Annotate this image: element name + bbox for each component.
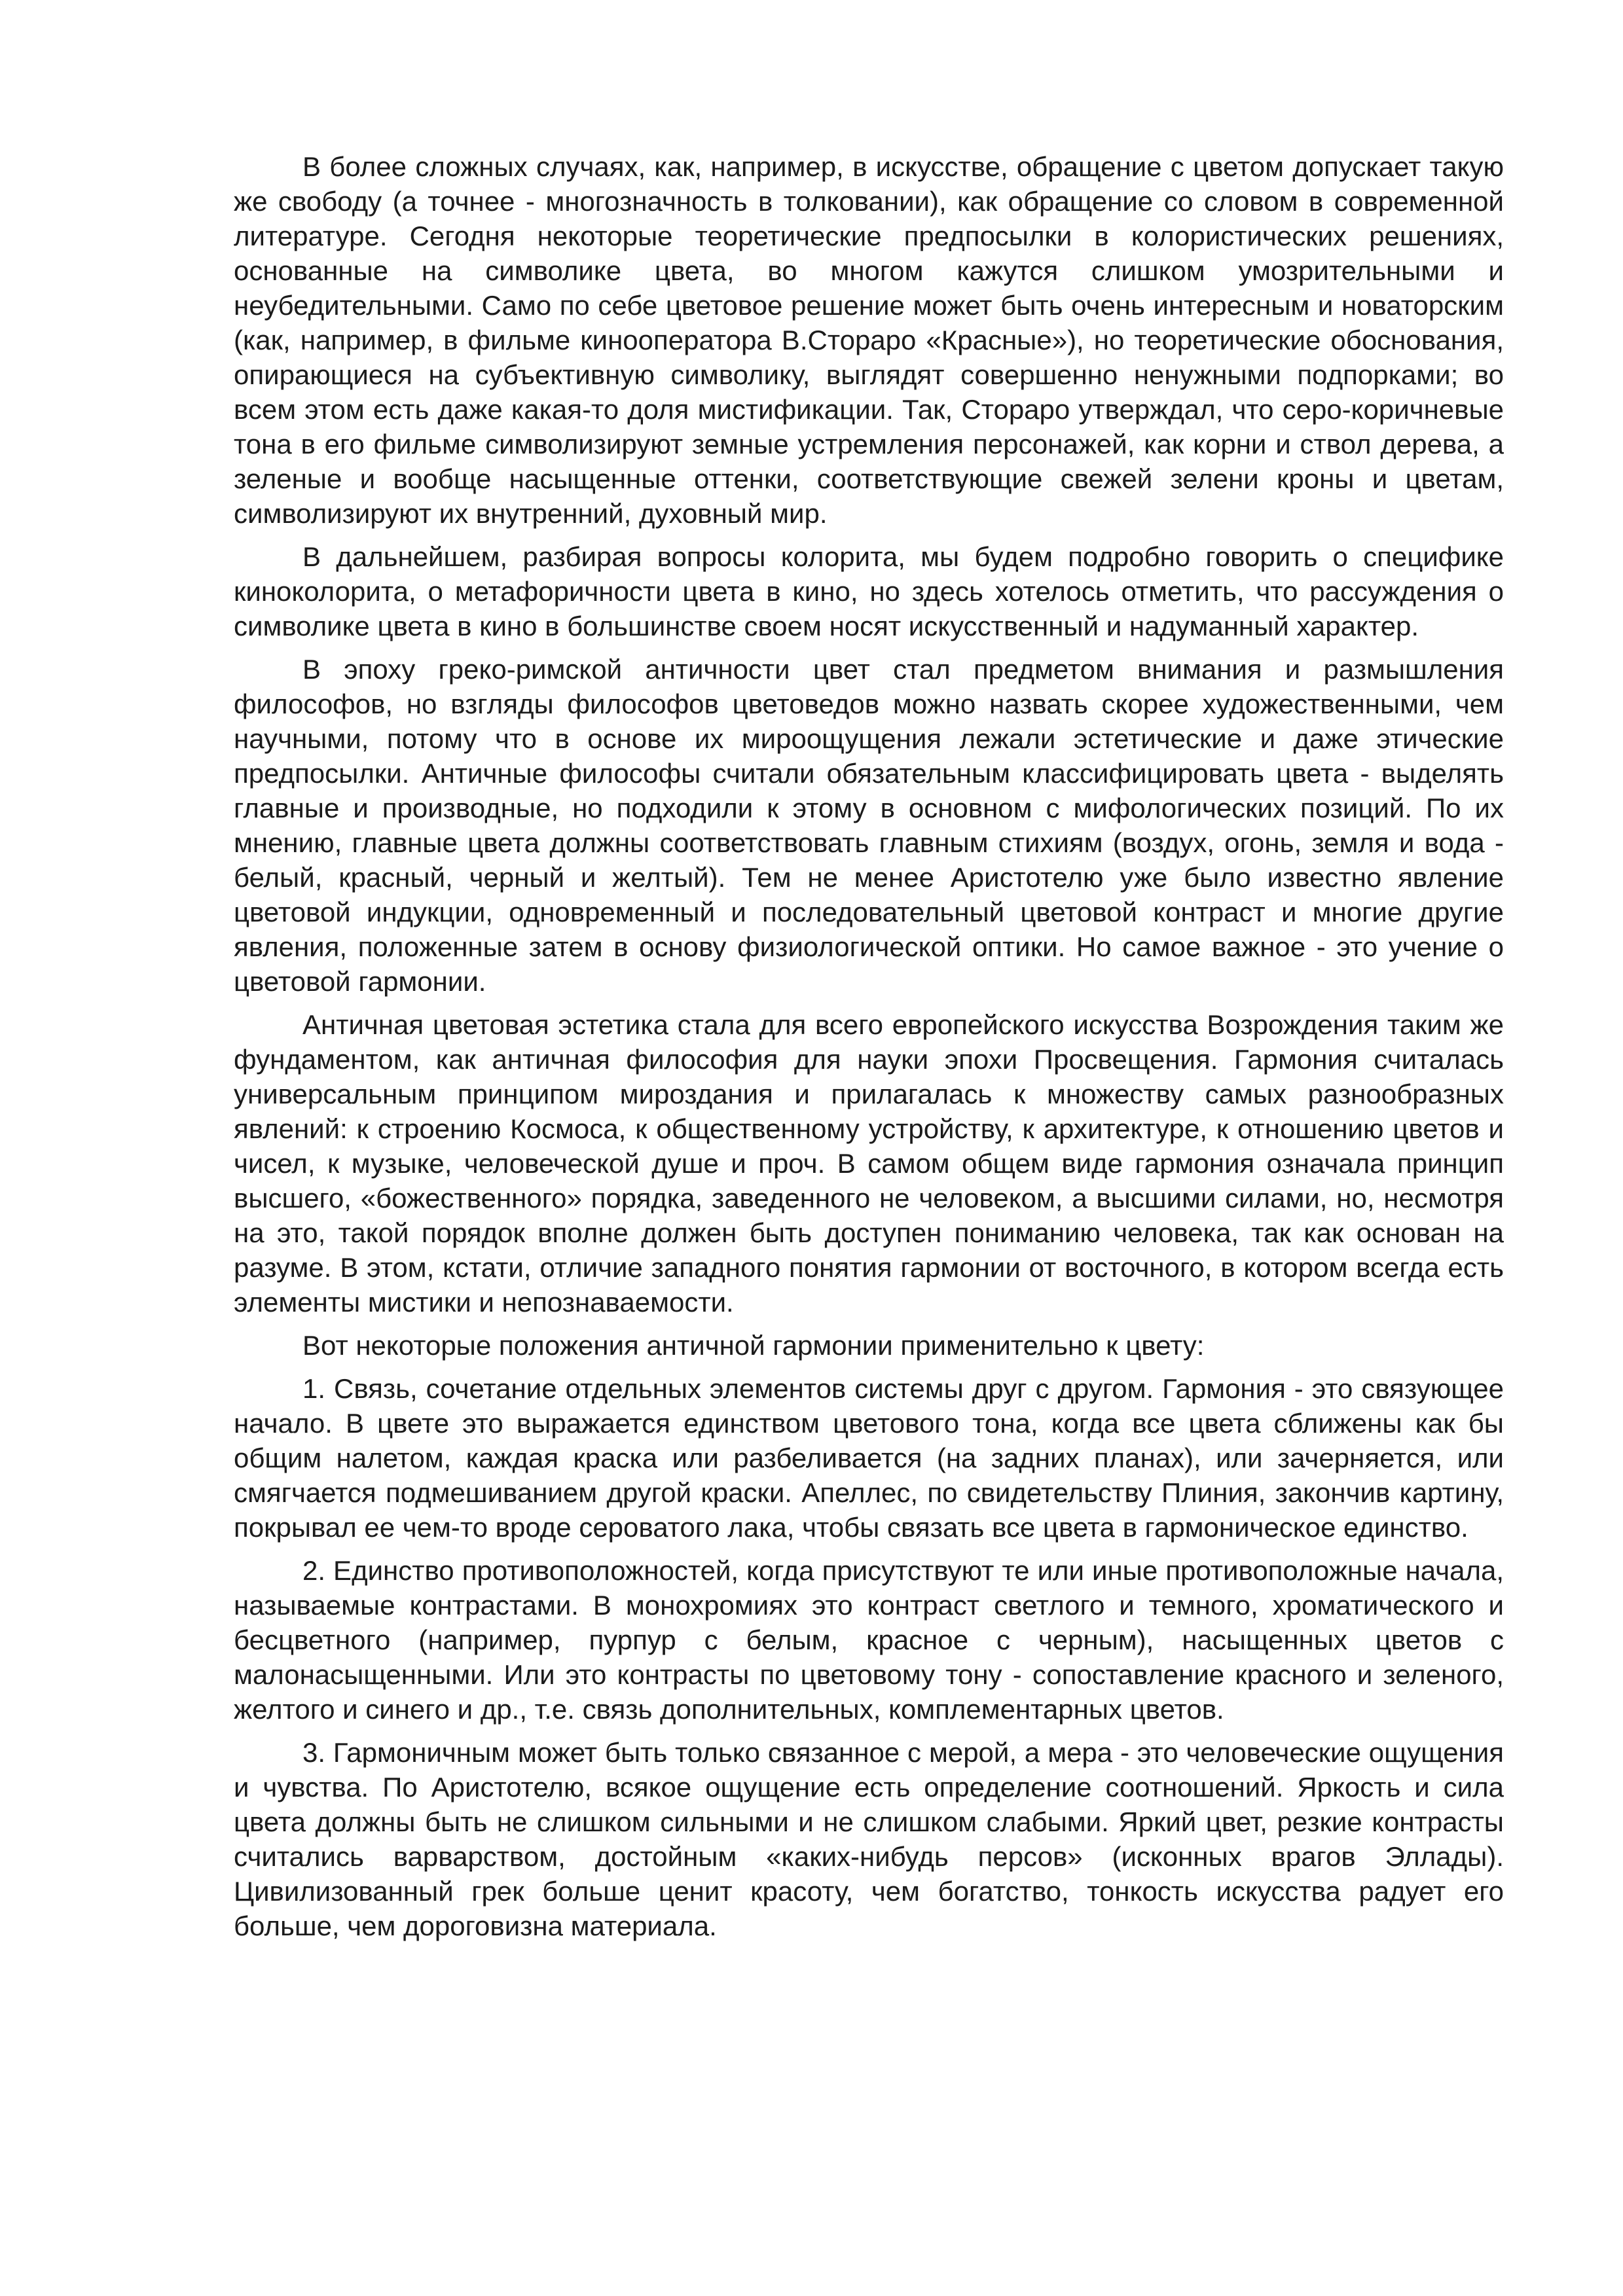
paragraph-antique-aesthetics: Античная цветовая эстетика стала для всего европейского искусства Возрождения таким же фундаментом, как античная философия для науки эпохи Просвещения. Гармония считалась универсальным принципом мироздания и прилагалась к множеству самых разнообразных явлений: к строению Космоса, к общественному устройству, к архитектуре, к отношению цветов и чисел, к музыке, человеческой душе и проч. В самом общем виде гармония означала принцип высшего, «божественного» порядка, заведенного не человеком, а высшими силами, но, несмотря на это, такой порядок вполне должен быть доступен пониманию человека, так как основан на разуме. В этом, кстати, отличие западного понятия гармонии от восточного, в котором всегда есть элементы мистики и непознаваемости. (234, 1009, 1504, 1318)
paragraph-harmony-intro: Вот некоторые положения античной гармонии применительно к цвету: (302, 1330, 1205, 1361)
paragraph-cinema-coloring: В дальнейшем, разбирая вопросы колорита, мы будем подробно говорить о специфике киноколорита, о метафоричности цвета в кино, но здесь хотелось отметить, что рассуждения о символике цвета в кино в большинстве своем носят искусственный и надуманный характер. (234, 541, 1504, 641)
paragraph-color-in-art: В более сложных случаях, как, например, в искусстве, обращение с цветом допускает такую же свободу (а точнее - многозначность в толковании), как обращение со словом в современной литературе. Сегодня некоторые теоретические предпосылки в колористических решениях, основанные на символике цвета, во многом кажутся слишком умозрительными и неубедительными. Само по себе цветовое решение может быть очень интересным и новаторским (как, например, в фильме кинооператора В.Стораро «Красные»), но теоретические обоснования, опирающиеся на субъективную символику, выглядят совершенно ненужными подпорками; во всем этом есть даже какая-то доля мистификации. Так, Стораро утверждал, что серо-коричневые тона в его фильме символизируют земные устремления персонажей, как корни и ствол дерева, а зеленые и вообще насыщенные оттенки, соответствующие свежей зелени кроны и цветам, символизируют их внутренний, духовный мир. (234, 151, 1504, 529)
paragraph-antiquity-philosophers: В эпоху греко-римской античности цвет стал предметом внимания и размышления философов, но взгляды философов цветоведов можно назвать скорее художественными, чем научными, потому что в основе их мироощущения лежали эстетические и даже этические предпосылки. Античные философы считали обязательным классифицировать цвета - выделять главные и производные, но подходили к этому в основном с мифологических позиций. По их мнению, главные цвета должны соответствовать главным стихиям (воздух, огонь, земля и вода - белый, красный, черный и желтый). Тем не менее Аристотелю уже было известно явление цветовой индукции, одновременный и последовательный цветовой контраст и многие другие явления, положенные затем в основу физиологической оптики. Но самое важное - это учение о цветовой гармонии. (234, 654, 1504, 997)
list-item-harmony-1: 1. Связь, сочетание отдельных элементов системы друг с другом. Гармония - это связующее начало. В цвете это выражается единством цветового тона, когда все цвета сближены как бы общим налетом, каждая краска или разбеливается (на задних планах), или зачерняется, или смягчается подмешиванием другой краски. Апеллес, по свидетельству Плиния, закончив картину, покрывал ее чем-то вроде сероватого лака, чтобы связать все цвета в гармоническое единство. (234, 1373, 1504, 1543)
document-page (234, 149, 1504, 1952)
list-item-harmony-3: 3. Гармоничным может быть только связанное с мерой, а мера - это человеческие ощущения и чувства. По Аристотелю, всякое ощущение есть определение соотношений. Яркость и сила цвета должны быть не слишком сильными и не слишком слабыми. Яркий цвет, резкие контрасты считались варварством, достойным «каких-нибудь персов» (исконных врагов Эллады). Цивилизованный грек больше ценит красоту, чем богатство, тонкость искусства радует его больше, чем дороговизна материала. (234, 1737, 1504, 1941)
list-item-harmony-2: 2. Единство противоположностей, когда присутствуют те или иные противоположные начала, называемые контрастами. В монохромиях это контраст светлого и темного, хроматического и бесцветного (например, пурпур с белым, красное с черным), насыщенных цветов с малонасыщенными. Или это контрасты по цветовому тону - сопоставление красного и зеленого, желтого и синего и др., т.е. связь дополнительных, комплементарных цветов. (234, 1555, 1504, 1725)
